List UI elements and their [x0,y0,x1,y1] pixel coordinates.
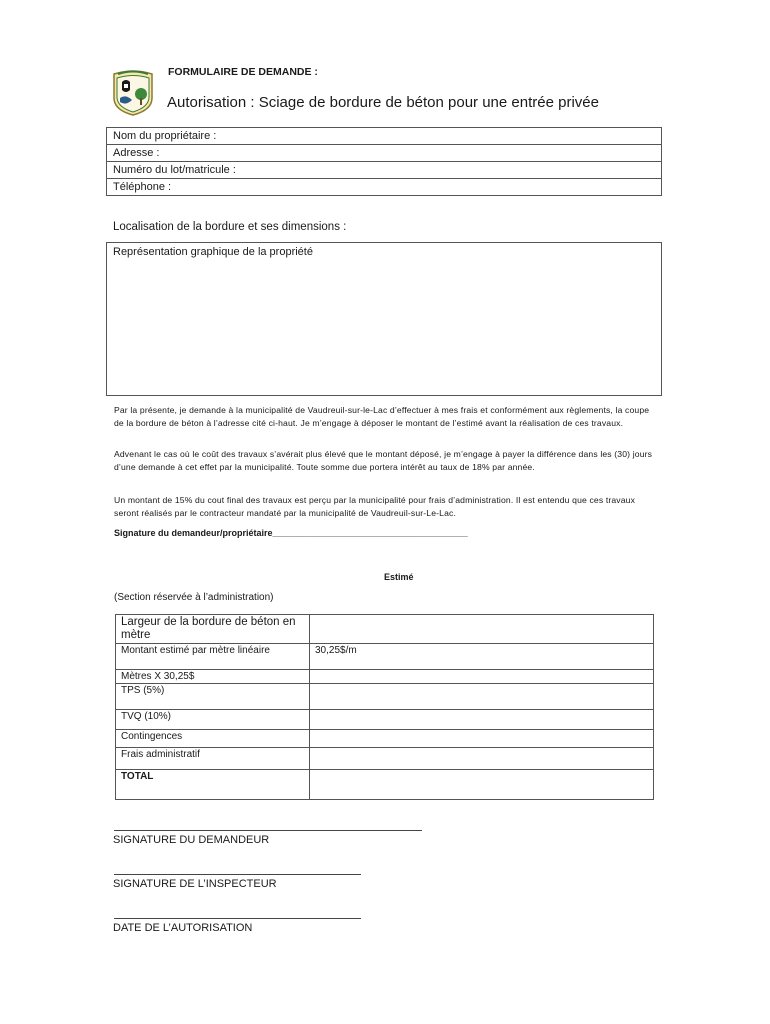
admin-section-note: (Section réservée à l’administration) [114,592,274,603]
authorization-date-label: DATE DE L’AUTORISATION [113,922,253,934]
cost-row-label: Frais administratif [116,748,310,770]
municipality-logo [108,68,158,116]
cost-row-label: Contingences [116,730,310,748]
authorization-date-rule[interactable] [114,918,361,919]
cost-row-value[interactable] [310,730,654,748]
applicant-signature-line[interactable]: Signature du demandeur/propriétaire_______________________________________ [114,528,468,538]
cost-row-label: TVQ (10%) [116,710,310,730]
phone-field[interactable]: Téléphone : [107,179,662,196]
cost-row-value[interactable] [310,710,654,730]
cost-row-label: TPS (5%) [116,684,310,710]
cost-row-value[interactable] [310,748,654,770]
property-graphic-label: Représentation graphique de la propriété [113,246,313,258]
cost-row-value[interactable] [310,615,654,644]
cost-difference-paragraph: Advenant le cas où le coût des travaux s’avérait plus élevé que le montant déposé, je m’engage à payer la différence dans les (30) jours d’une demande à cet effet par la municipalité. Toute somme due portera intérêt au taux de 18% par année. [114,449,653,472]
applicant-signature-rule[interactable] [114,830,422,831]
property-graphic-box[interactable] [106,242,662,396]
address-field[interactable]: Adresse : [107,145,662,162]
cost-row-label: Montant estimé par mètre linéaire [116,644,310,670]
request-paragraph: Par la présente, je demande à la municipalité de Vaudreuil-sur-le-Lac d’effectuer à mes frais et conformément aux règlements, la coupe de la bordure de béton à l’adresse cité ci-haut. Je m’engage à déposer le montant de l’estimé avant la réalisation de ces travaux. [114,405,650,428]
cost-row-value[interactable] [310,684,654,710]
owner-info-table [106,127,662,196]
cost-row-label-total: TOTAL [116,770,310,800]
applicant-signature-label: SIGNATURE DU DEMANDEUR [113,834,270,846]
municipality-crest-icon [108,68,158,116]
cost-row-label: Mètres X 30,25$ [116,670,310,684]
page-title: Autorisation : Sciage de bordure de béton pour une entrée privée [167,94,599,111]
inspector-signature-rule[interactable] [114,874,361,875]
inspector-signature-label: SIGNATURE DE L’INSPECTEUR [113,878,277,890]
cost-row-value[interactable] [310,670,654,684]
cost-row-value-total[interactable] [310,770,654,800]
cost-row-value[interactable]: 30,25$/m [310,644,654,670]
owner-name-field[interactable]: Nom du propriétaire : [107,128,662,145]
form-title: FORMULAIRE DE DEMANDE : [168,66,318,78]
estimate-heading: Estimé [384,572,414,582]
cost-estimate-table [115,614,654,800]
cost-row-label: Largeur de la bordure de béton en mètre [116,615,310,644]
admin-fee-paragraph: Un montant de 15% du cout final des travaux est perçu par la municipalité pour frais d’administration. Il est entendu que ces travaux seront réalisés par le contracteur mandaté par la municipalité de Vaudreuil-sur-Le-Lac. [114,495,636,518]
location-label: Localisation de la bordure et ses dimensions : [113,221,347,233]
lot-number-field[interactable]: Numéro du lot/matricule : [107,162,662,179]
